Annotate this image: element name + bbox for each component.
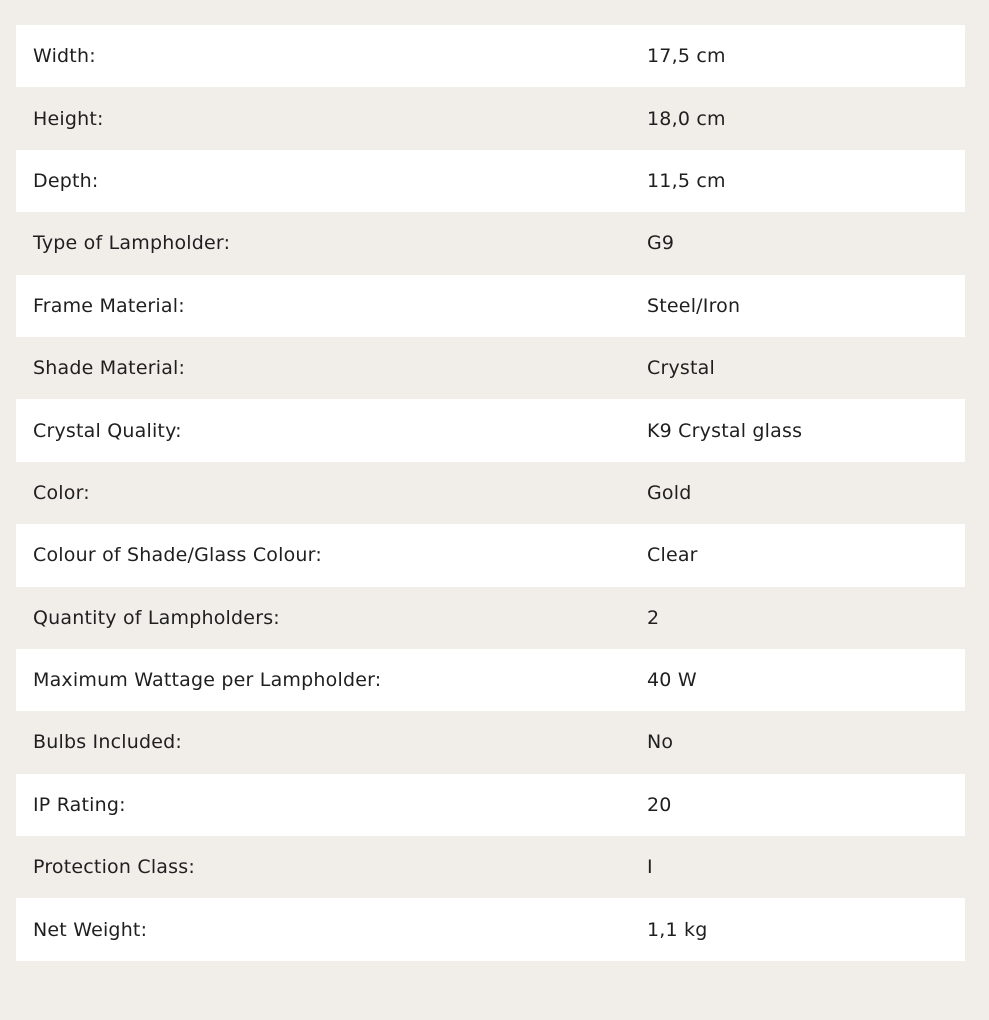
spec-row-frame-material xyxy=(16,275,965,337)
spec-value: 20 xyxy=(647,793,672,816)
spec-row-shade-material xyxy=(16,337,965,399)
spec-value: I xyxy=(647,856,653,879)
spec-row-lampholder-type xyxy=(16,212,965,274)
spec-row-width xyxy=(16,25,965,87)
spec-label: Frame Material: xyxy=(33,294,185,317)
spec-label: Depth: xyxy=(33,169,99,192)
spec-label: Crystal Quality: xyxy=(33,419,182,442)
spec-row-depth xyxy=(16,150,965,212)
spec-label: Quantity of Lampholders: xyxy=(33,606,280,629)
spec-row-bulbs-included xyxy=(16,711,965,773)
spec-row-crystal-quality xyxy=(16,399,965,461)
spec-row-height xyxy=(16,87,965,149)
spec-row-lampholder-quantity xyxy=(16,587,965,649)
spec-row-ip-rating xyxy=(16,774,965,836)
spec-label: Protection Class: xyxy=(33,856,195,879)
spec-label: Color: xyxy=(33,481,90,504)
spec-row-max-wattage xyxy=(16,649,965,711)
spec-row-net-weight xyxy=(16,898,965,960)
spec-value: Steel/Iron xyxy=(647,294,741,317)
spec-label: Net Weight: xyxy=(33,918,148,941)
spec-label: Type of Lampholder: xyxy=(33,232,231,255)
spec-row-protection-class xyxy=(16,836,965,898)
spec-row-color xyxy=(16,462,965,524)
spec-label: Height: xyxy=(33,107,104,130)
spec-value: 1,1 kg xyxy=(647,918,708,941)
spec-value: Gold xyxy=(647,481,692,504)
spec-label: Maximum Wattage per Lampholder: xyxy=(33,669,382,692)
spec-label: IP Rating: xyxy=(33,793,126,816)
spec-value: 18,0 cm xyxy=(647,107,726,130)
spec-value: 11,5 cm xyxy=(647,169,726,192)
spec-value: Clear xyxy=(647,544,698,567)
spec-value: K9 Crystal glass xyxy=(647,419,803,442)
specifications-table xyxy=(16,25,965,961)
spec-value: G9 xyxy=(647,232,675,255)
spec-value: Crystal xyxy=(647,357,715,380)
spec-label: Colour of Shade/Glass Colour: xyxy=(33,544,322,567)
spec-value: 40 W xyxy=(647,669,697,692)
spec-value: 17,5 cm xyxy=(647,45,726,68)
spec-row-shade-colour xyxy=(16,524,965,586)
spec-label: Bulbs Included: xyxy=(33,731,182,754)
spec-value: No xyxy=(647,731,674,754)
spec-label: Shade Material: xyxy=(33,357,186,380)
spec-value: 2 xyxy=(647,606,660,629)
spec-label: Width: xyxy=(33,45,96,68)
